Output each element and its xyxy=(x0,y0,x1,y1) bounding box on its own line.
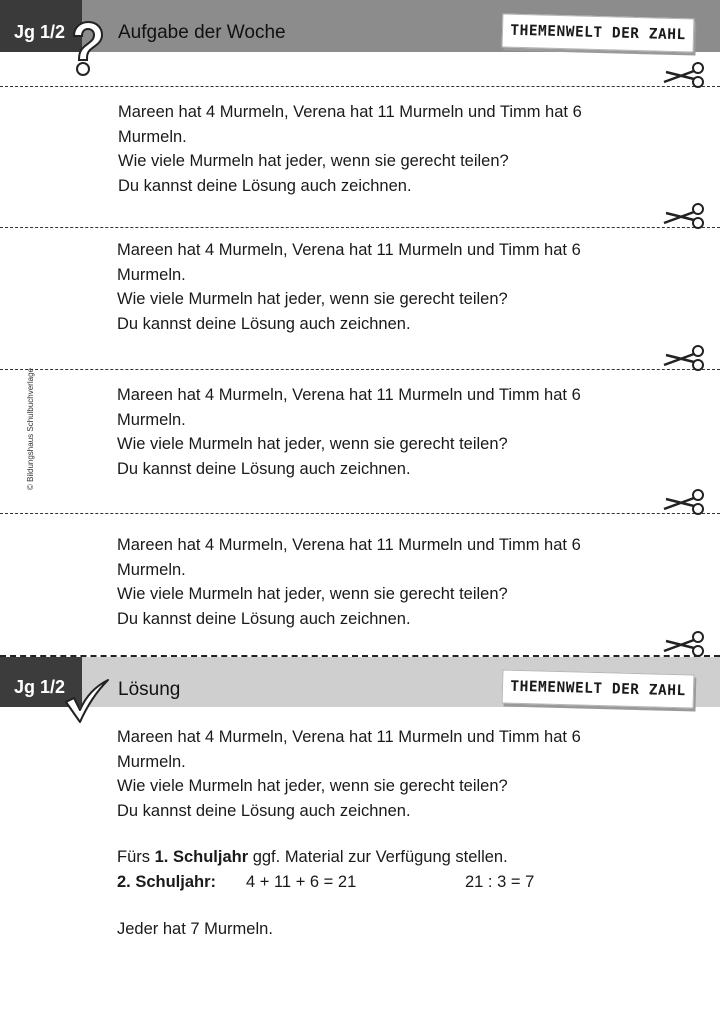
task-line: Du kannst deine Lösung auch zeichnen. xyxy=(117,801,411,820)
theme-badge: THEMENWELT DER ZAHL xyxy=(502,13,695,52)
task-line: Wie viele Murmeln hat jeder, wenn sie gerecht teilen? xyxy=(117,435,508,453)
task-block xyxy=(117,533,677,631)
cut-line xyxy=(0,369,720,370)
year1-suffix: ggf. Material zur Verfügung stellen. xyxy=(248,848,508,866)
question-mark-icon xyxy=(66,20,106,78)
cut-line xyxy=(0,513,720,514)
equation-division: 21 : 3 = 7 xyxy=(465,873,535,891)
task-line: Du kannst deine Lösung auch zeichnen. xyxy=(118,176,412,195)
task-line: Mareen hat 4 Murmeln, Verena hat 11 Murmeln und Timm hat 6 xyxy=(117,728,581,746)
grade-label: Jg 1/2 xyxy=(0,0,82,52)
checkmark-icon xyxy=(62,678,110,724)
solution-title: Lösung xyxy=(118,679,181,700)
task-block xyxy=(117,725,677,823)
task-line: Murmeln. xyxy=(117,265,186,284)
task-line: Mareen hat 4 Murmeln, Verena hat 11 Murmeln und Timm hat 6 xyxy=(117,386,581,404)
copyright-notice: © Bildungshaus Schulbuchverlage xyxy=(26,368,35,490)
task-line: Mareen hat 4 Murmeln, Verena hat 11 Murmeln und Timm hat 6 xyxy=(117,536,581,554)
task-line: Wie viele Murmeln hat jeder, wenn sie gerecht teilen? xyxy=(117,585,508,603)
equation-sum: 4 + 11 + 6 = 21 xyxy=(246,873,357,891)
task-line: Murmeln. xyxy=(117,410,186,429)
solution-answer: Jeder hat 7 Murmeln. xyxy=(117,920,273,938)
scissors-icon xyxy=(662,343,706,373)
scissors-icon xyxy=(662,201,706,231)
solution-year2 xyxy=(117,873,216,892)
task-line: Wie viele Murmeln hat jeder, wenn sie gerecht teilen? xyxy=(118,152,509,170)
task-line: Mareen hat 4 Murmeln, Verena hat 11 Murmeln und Timm hat 6 xyxy=(117,241,581,259)
task-line: Mareen hat 4 Murmeln, Verena hat 11 Murmeln und Timm hat 6 xyxy=(118,103,582,121)
task-block xyxy=(118,100,678,198)
year2-label: 2. Schuljahr: xyxy=(117,873,217,891)
scissors-icon xyxy=(662,60,706,90)
task-line: Du kannst deine Lösung auch zeichnen. xyxy=(117,609,411,628)
task-line: Wie viele Murmeln hat jeder, wenn sie gerecht teilen? xyxy=(117,777,508,795)
task-block xyxy=(117,383,677,481)
theme-badge: THEMENWELT DER ZAHL xyxy=(502,669,695,708)
task-line: Du kannst deine Lösung auch zeichnen. xyxy=(117,314,411,333)
solution-year1 xyxy=(117,848,508,867)
cut-line xyxy=(0,227,720,228)
task-line: Wie viele Murmeln hat jeder, wenn sie gerecht teilen? xyxy=(117,290,508,308)
grade-label: Jg 1/2 xyxy=(0,657,82,707)
cut-line xyxy=(0,86,720,87)
task-line: Murmeln. xyxy=(117,560,186,579)
scissors-icon xyxy=(662,629,706,659)
task-line: Du kannst deine Lösung auch zeichnen. xyxy=(117,459,411,478)
scissors-icon xyxy=(662,487,706,517)
year1-prefix: Fürs xyxy=(117,848,155,866)
year1-label: 1. Schuljahr xyxy=(154,848,249,866)
task-block xyxy=(117,238,677,336)
page-title: Aufgabe der Woche xyxy=(118,22,286,43)
task-line: Murmeln. xyxy=(118,127,187,146)
task-line: Murmeln. xyxy=(117,752,186,771)
